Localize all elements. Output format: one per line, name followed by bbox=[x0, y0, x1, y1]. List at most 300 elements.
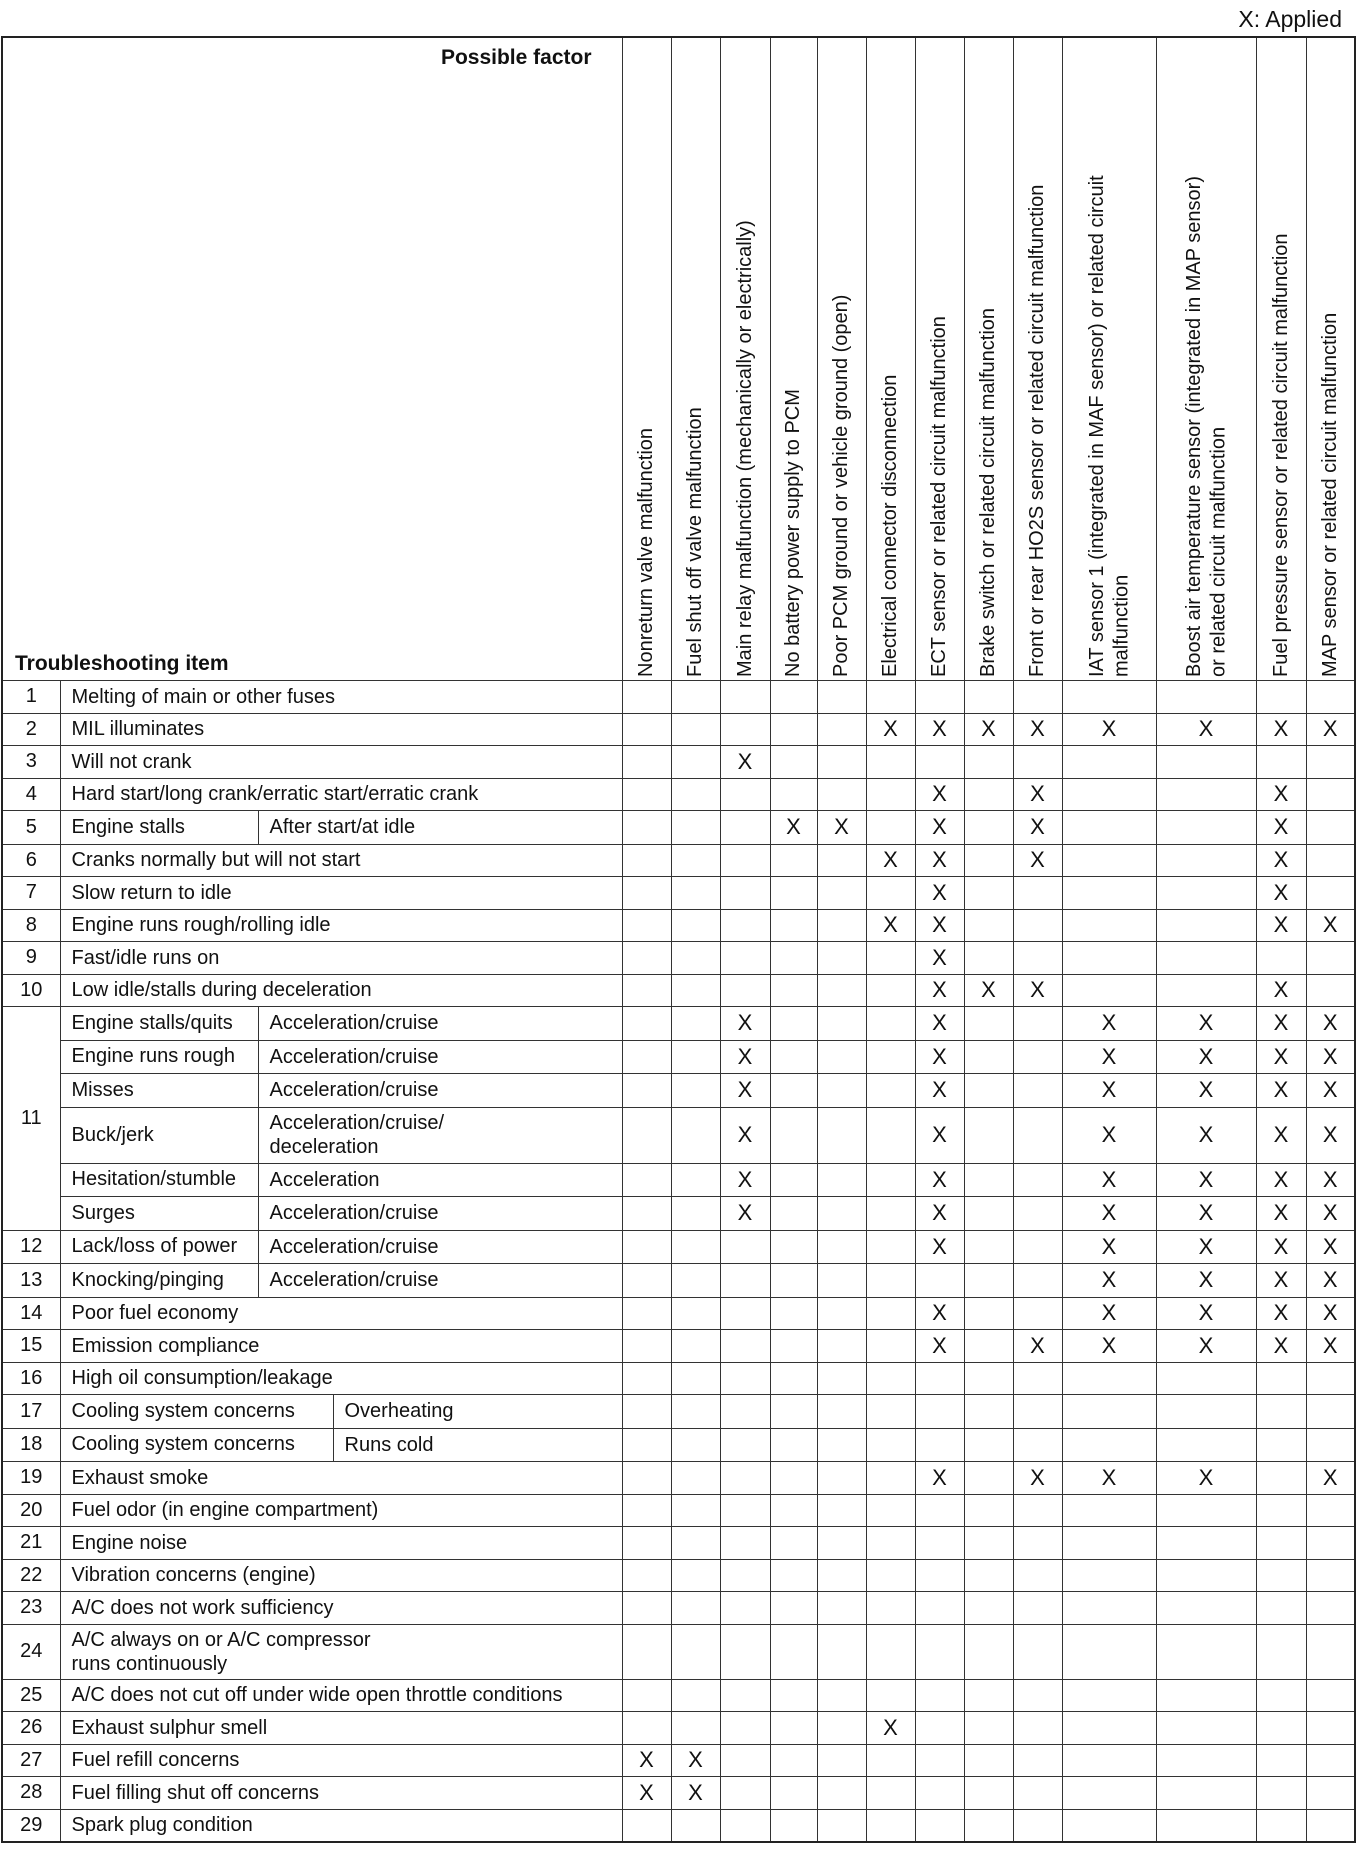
applied-mark: X bbox=[1273, 1010, 1289, 1036]
matrix-cell bbox=[1306, 1559, 1355, 1592]
troubleshooting-item: Fuel filling shut off concerns bbox=[60, 1777, 622, 1810]
matrix-cell bbox=[964, 1559, 1013, 1592]
matrix-cell bbox=[1156, 1395, 1256, 1429]
factor-label: Brake switch or related circuit malfunction bbox=[977, 307, 1000, 677]
applied-mark: X bbox=[1322, 1010, 1338, 1036]
applied-mark: X bbox=[737, 1077, 753, 1103]
row-label-cell bbox=[60, 1007, 622, 1041]
row-number: 2 bbox=[2, 713, 60, 746]
matrix-cell bbox=[964, 1494, 1013, 1527]
matrix-cell bbox=[671, 1330, 720, 1363]
matrix-cell bbox=[1256, 1624, 1306, 1679]
matrix-cell bbox=[1156, 1330, 1256, 1363]
matrix-cell bbox=[817, 778, 866, 811]
matrix-cell bbox=[1156, 1744, 1256, 1777]
table-row bbox=[2, 1395, 1355, 1429]
matrix-cell bbox=[770, 1395, 817, 1429]
row-number: 25 bbox=[2, 1679, 60, 1712]
matrix-cell bbox=[671, 778, 720, 811]
matrix-cell bbox=[1256, 1712, 1306, 1745]
matrix-cell bbox=[866, 1395, 915, 1429]
condition: Acceleration/cruise bbox=[258, 1007, 439, 1040]
applied-mark: X bbox=[932, 977, 947, 1003]
matrix-cell bbox=[770, 1107, 817, 1163]
matrix-cell bbox=[866, 1712, 915, 1745]
matrix-cell bbox=[1062, 1679, 1156, 1712]
matrix-cell bbox=[817, 1107, 866, 1163]
applied-mark: X bbox=[1198, 1332, 1214, 1358]
matrix-cell bbox=[622, 1395, 671, 1429]
matrix-cell bbox=[671, 1107, 720, 1163]
table-row bbox=[2, 909, 1355, 942]
troubleshooting-item: Will not crank bbox=[60, 746, 622, 779]
applied-mark: X bbox=[1101, 1010, 1117, 1036]
troubleshooting-item: Exhaust smoke bbox=[60, 1462, 622, 1495]
table-row bbox=[2, 746, 1355, 779]
matrix-cell bbox=[964, 1362, 1013, 1395]
matrix-cell bbox=[770, 909, 817, 942]
matrix-cell bbox=[1256, 942, 1306, 975]
matrix-cell bbox=[1062, 1007, 1156, 1041]
factor-label: Front or rear HO2S sensor or related circuit malfunction bbox=[1026, 184, 1049, 677]
condition: Acceleration/cruise/ deceleration bbox=[258, 1108, 445, 1163]
matrix-cell bbox=[866, 1592, 915, 1625]
table-row bbox=[2, 844, 1355, 877]
matrix-cell bbox=[866, 942, 915, 975]
matrix-cell bbox=[622, 1527, 671, 1560]
row-number: 23 bbox=[2, 1592, 60, 1625]
matrix-cell bbox=[671, 1428, 720, 1462]
matrix-cell bbox=[1156, 811, 1256, 845]
applied-mark: X bbox=[932, 1464, 947, 1490]
row-number: 8 bbox=[2, 909, 60, 942]
factor-label: Boost air temperature sensor (integrated in MAP sensor) or related circuit malfunction bbox=[1182, 176, 1229, 677]
matrix-cell bbox=[1156, 1197, 1256, 1231]
table-row bbox=[2, 1428, 1355, 1462]
matrix-cell bbox=[671, 1712, 720, 1745]
matrix-cell bbox=[1306, 1264, 1355, 1298]
matrix-cell bbox=[866, 1494, 915, 1527]
matrix-cell bbox=[1156, 1712, 1256, 1745]
matrix-cell bbox=[1013, 1007, 1062, 1041]
applied-mark: X bbox=[1273, 1043, 1289, 1069]
matrix-cell bbox=[622, 778, 671, 811]
matrix-cell bbox=[671, 1679, 720, 1712]
matrix-cell bbox=[1306, 1428, 1355, 1462]
applied-mark: X bbox=[737, 1122, 753, 1147]
matrix-cell bbox=[622, 974, 671, 1007]
condition: Acceleration bbox=[258, 1164, 380, 1197]
troubleshooting-item: Cooling system concerns bbox=[71, 1399, 295, 1422]
matrix-cell bbox=[1306, 746, 1355, 779]
header-row bbox=[2, 37, 1355, 681]
applied-mark: X bbox=[639, 1747, 654, 1773]
matrix-cell bbox=[915, 844, 964, 877]
matrix-cell bbox=[915, 1809, 964, 1842]
troubleshooting-item: Cranks normally but will not start bbox=[60, 844, 622, 877]
matrix-cell bbox=[671, 1624, 720, 1679]
matrix-cell bbox=[770, 877, 817, 910]
matrix-cell bbox=[964, 1777, 1013, 1810]
matrix-cell bbox=[671, 1592, 720, 1625]
matrix-cell bbox=[770, 811, 817, 845]
troubleshooting-item: Surges bbox=[71, 1201, 135, 1224]
matrix-cell bbox=[622, 811, 671, 845]
factor-label: Fuel shut off valve malfunction bbox=[684, 407, 707, 677]
matrix-cell bbox=[1156, 1592, 1256, 1625]
matrix-cell bbox=[866, 1777, 915, 1810]
matrix-cell bbox=[915, 1559, 964, 1592]
matrix-cell bbox=[866, 778, 915, 811]
troubleshooting-item: Engine stalls/quits bbox=[71, 1011, 233, 1034]
matrix-cell bbox=[915, 1624, 964, 1679]
applied-mark: X bbox=[1101, 716, 1117, 742]
matrix-cell bbox=[671, 1230, 720, 1264]
troubleshooting-item: Engine stalls bbox=[71, 815, 185, 838]
row-label-cell bbox=[60, 1395, 622, 1429]
factor-label: IAT sensor 1 (integrated in MAF sensor) or related circuit malfunction bbox=[1085, 175, 1132, 677]
matrix-cell bbox=[1306, 1679, 1355, 1712]
row-number: 28 bbox=[2, 1777, 60, 1810]
row-number: 1 bbox=[2, 681, 60, 714]
matrix-cell bbox=[720, 1679, 770, 1712]
matrix-cell bbox=[1156, 1007, 1256, 1041]
matrix-cell bbox=[1256, 1592, 1306, 1625]
matrix-cell bbox=[1306, 1527, 1355, 1560]
matrix-cell bbox=[671, 1264, 720, 1298]
matrix-cell bbox=[817, 1624, 866, 1679]
matrix-cell bbox=[770, 1462, 817, 1495]
matrix-cell bbox=[622, 1297, 671, 1330]
matrix-cell bbox=[770, 1624, 817, 1679]
condition: Acceleration/cruise bbox=[258, 1231, 439, 1264]
matrix-cell bbox=[915, 1163, 964, 1197]
matrix-cell bbox=[1306, 1777, 1355, 1810]
applied-mark: X bbox=[1030, 814, 1045, 840]
table-row bbox=[2, 1712, 1355, 1745]
matrix-cell bbox=[1256, 1074, 1306, 1108]
matrix-cell bbox=[1156, 1527, 1256, 1560]
troubleshooting-item: Melting of main or other fuses bbox=[60, 681, 622, 714]
matrix-cell bbox=[671, 942, 720, 975]
matrix-cell bbox=[866, 811, 915, 845]
applied-mark: X bbox=[932, 716, 947, 742]
factor-header bbox=[671, 37, 720, 681]
matrix-cell bbox=[1062, 1074, 1156, 1108]
condition: Acceleration/cruise bbox=[258, 1074, 439, 1107]
applied-mark: X bbox=[1198, 1233, 1214, 1259]
matrix-cell bbox=[866, 1007, 915, 1041]
matrix-cell bbox=[866, 1809, 915, 1842]
table-row bbox=[2, 1007, 1355, 1041]
applied-mark: X bbox=[1198, 1464, 1214, 1490]
applied-mark: X bbox=[981, 716, 996, 742]
matrix-cell bbox=[817, 1264, 866, 1298]
matrix-cell bbox=[622, 1777, 671, 1810]
matrix-cell bbox=[1306, 1494, 1355, 1527]
matrix-cell bbox=[1062, 1197, 1156, 1231]
matrix-cell bbox=[671, 811, 720, 845]
matrix-cell bbox=[915, 1712, 964, 1745]
matrix-cell bbox=[770, 1074, 817, 1108]
matrix-cell bbox=[1306, 844, 1355, 877]
table-row bbox=[2, 1197, 1355, 1231]
matrix-cell bbox=[720, 1559, 770, 1592]
matrix-cell bbox=[1156, 713, 1256, 746]
matrix-cell bbox=[915, 1428, 964, 1462]
matrix-cell bbox=[817, 1809, 866, 1842]
matrix-cell bbox=[1013, 1040, 1062, 1074]
matrix-cell bbox=[770, 1744, 817, 1777]
matrix-cell bbox=[720, 713, 770, 746]
matrix-cell bbox=[817, 909, 866, 942]
factor-label: Electrical connector disconnection bbox=[879, 374, 902, 677]
matrix-cell bbox=[720, 1624, 770, 1679]
matrix-cell bbox=[1256, 1040, 1306, 1074]
applied-mark: X bbox=[1322, 1267, 1338, 1293]
matrix-cell bbox=[1013, 1395, 1062, 1429]
matrix-cell bbox=[1306, 1712, 1355, 1745]
matrix-cell bbox=[915, 974, 964, 1007]
matrix-cell bbox=[817, 1395, 866, 1429]
factor-header bbox=[622, 37, 671, 681]
matrix-cell bbox=[915, 909, 964, 942]
matrix-cell bbox=[671, 844, 720, 877]
matrix-cell bbox=[720, 1230, 770, 1264]
matrix-cell bbox=[1306, 1592, 1355, 1625]
matrix-cell bbox=[720, 1163, 770, 1197]
row-number: 16 bbox=[2, 1362, 60, 1395]
applied-mark: X bbox=[1322, 1122, 1338, 1147]
matrix-cell bbox=[1306, 974, 1355, 1007]
matrix-cell bbox=[1013, 1494, 1062, 1527]
matrix-cell bbox=[1156, 1777, 1256, 1810]
matrix-cell bbox=[964, 1395, 1013, 1429]
matrix-cell bbox=[770, 1230, 817, 1264]
matrix-cell bbox=[817, 1712, 866, 1745]
applied-mark: X bbox=[1198, 1300, 1214, 1326]
matrix-cell bbox=[1306, 713, 1355, 746]
matrix-cell bbox=[964, 877, 1013, 910]
factor-header bbox=[964, 37, 1013, 681]
matrix-cell bbox=[1013, 1744, 1062, 1777]
matrix-cell bbox=[817, 1559, 866, 1592]
matrix-cell bbox=[1062, 1559, 1156, 1592]
matrix-cell bbox=[1062, 681, 1156, 714]
applied-mark: X bbox=[1101, 1077, 1117, 1103]
applied-mark: X bbox=[1101, 1043, 1117, 1069]
matrix-cell bbox=[770, 1494, 817, 1527]
row-number: 3 bbox=[2, 746, 60, 779]
matrix-cell bbox=[1062, 877, 1156, 910]
table-row bbox=[2, 681, 1355, 714]
matrix-cell bbox=[964, 909, 1013, 942]
matrix-cell bbox=[1256, 1527, 1306, 1560]
matrix-cell bbox=[770, 778, 817, 811]
matrix-cell bbox=[671, 1007, 720, 1041]
matrix-cell bbox=[866, 1330, 915, 1363]
matrix-cell bbox=[817, 844, 866, 877]
matrix-cell bbox=[915, 1462, 964, 1495]
matrix-cell bbox=[915, 713, 964, 746]
matrix-cell bbox=[1156, 942, 1256, 975]
applied-mark: X bbox=[1273, 1267, 1289, 1293]
matrix-cell bbox=[1013, 1809, 1062, 1842]
factor-header bbox=[1013, 37, 1062, 681]
applied-mark: X bbox=[932, 1300, 947, 1326]
matrix-cell bbox=[866, 1163, 915, 1197]
matrix-cell bbox=[622, 909, 671, 942]
applied-mark: X bbox=[1322, 1233, 1338, 1259]
applied-mark: X bbox=[1322, 912, 1338, 938]
applied-mark: X bbox=[1273, 977, 1289, 1003]
matrix-cell bbox=[770, 1264, 817, 1298]
matrix-cell bbox=[1156, 681, 1256, 714]
matrix-cell bbox=[1306, 1230, 1355, 1264]
matrix-cell bbox=[964, 1592, 1013, 1625]
matrix-cell bbox=[1156, 1809, 1256, 1842]
matrix-cell bbox=[1306, 811, 1355, 845]
matrix-cell bbox=[720, 811, 770, 845]
matrix-cell bbox=[720, 942, 770, 975]
matrix-cell bbox=[770, 1297, 817, 1330]
applied-mark: X bbox=[932, 1233, 947, 1259]
matrix-cell bbox=[915, 942, 964, 975]
matrix-cell bbox=[1062, 1744, 1156, 1777]
matrix-cell bbox=[622, 844, 671, 877]
matrix-cell bbox=[866, 1107, 915, 1163]
troubleshooting-item: Engine runs rough/rolling idle bbox=[60, 909, 622, 942]
matrix-cell bbox=[1306, 1040, 1355, 1074]
matrix-cell bbox=[964, 681, 1013, 714]
matrix-cell bbox=[720, 1494, 770, 1527]
matrix-cell bbox=[720, 1330, 770, 1363]
matrix-cell bbox=[866, 1428, 915, 1462]
matrix-cell bbox=[720, 974, 770, 1007]
applied-mark: X bbox=[1322, 1332, 1338, 1358]
matrix-cell bbox=[622, 1040, 671, 1074]
matrix-cell bbox=[622, 1107, 671, 1163]
matrix-cell bbox=[1256, 1230, 1306, 1264]
matrix-cell bbox=[1256, 778, 1306, 811]
matrix-cell bbox=[671, 1197, 720, 1231]
row-label-cell bbox=[60, 1040, 622, 1074]
matrix-cell bbox=[866, 713, 915, 746]
matrix-cell bbox=[1256, 844, 1306, 877]
matrix-cell bbox=[720, 1264, 770, 1298]
row-label-cell bbox=[60, 811, 622, 845]
matrix-cell bbox=[1156, 1362, 1256, 1395]
applied-mark: X bbox=[932, 912, 947, 938]
matrix-cell bbox=[817, 1163, 866, 1197]
troubleshooting-item: Slow return to idle bbox=[60, 877, 622, 910]
matrix-cell bbox=[866, 1527, 915, 1560]
troubleshooting-item: High oil consumption/leakage bbox=[60, 1362, 622, 1395]
matrix-cell bbox=[964, 1197, 1013, 1231]
matrix-cell bbox=[770, 1007, 817, 1041]
applied-mark: X bbox=[737, 1010, 753, 1036]
matrix-cell bbox=[1156, 1163, 1256, 1197]
matrix-cell bbox=[1062, 1264, 1156, 1298]
matrix-cell bbox=[1256, 1330, 1306, 1363]
matrix-cell bbox=[1062, 1809, 1156, 1842]
matrix-cell bbox=[622, 1330, 671, 1363]
matrix-cell bbox=[1013, 1462, 1062, 1495]
matrix-cell bbox=[817, 877, 866, 910]
matrix-cell bbox=[964, 1527, 1013, 1560]
matrix-cell bbox=[866, 681, 915, 714]
matrix-cell bbox=[1062, 1462, 1156, 1495]
table-row bbox=[2, 1297, 1355, 1330]
matrix-cell bbox=[866, 1679, 915, 1712]
matrix-cell bbox=[671, 1362, 720, 1395]
table-row bbox=[2, 1679, 1355, 1712]
applied-mark: X bbox=[1273, 1300, 1289, 1326]
matrix-cell bbox=[915, 1230, 964, 1264]
matrix-cell bbox=[1256, 1777, 1306, 1810]
matrix-cell bbox=[817, 1494, 866, 1527]
matrix-cell bbox=[915, 1297, 964, 1330]
matrix-cell bbox=[622, 1264, 671, 1298]
matrix-cell bbox=[866, 1559, 915, 1592]
matrix-cell bbox=[671, 1297, 720, 1330]
table-row bbox=[2, 1777, 1355, 1810]
matrix-cell bbox=[915, 1744, 964, 1777]
factor-label: No battery power supply to PCM bbox=[782, 389, 805, 677]
table-row bbox=[2, 1264, 1355, 1298]
matrix-cell bbox=[817, 1007, 866, 1041]
matrix-cell bbox=[1156, 1494, 1256, 1527]
troubleshooting-item: A/C always on or A/C compressor runs continuously bbox=[60, 1624, 622, 1679]
matrix-cell bbox=[1306, 1297, 1355, 1330]
matrix-cell bbox=[964, 1297, 1013, 1330]
condition: Acceleration/cruise bbox=[258, 1197, 439, 1230]
applied-mark: X bbox=[932, 1166, 947, 1192]
factor-label: MAP sensor or related circuit malfunction bbox=[1319, 312, 1342, 677]
matrix-cell bbox=[964, 1007, 1013, 1041]
matrix-cell bbox=[1306, 942, 1355, 975]
matrix-cell bbox=[1156, 844, 1256, 877]
applied-mark: X bbox=[932, 847, 947, 873]
applied-mark: X bbox=[932, 1043, 947, 1069]
troubleshooting-item: Fast/idle runs on bbox=[60, 942, 622, 975]
matrix-cell bbox=[915, 1107, 964, 1163]
matrix-cell bbox=[1013, 942, 1062, 975]
matrix-cell bbox=[1013, 1163, 1062, 1197]
matrix-cell bbox=[1256, 1197, 1306, 1231]
matrix-cell bbox=[720, 681, 770, 714]
applied-mark: X bbox=[1101, 1464, 1117, 1490]
matrix-cell bbox=[720, 778, 770, 811]
condition: Acceleration/cruise bbox=[258, 1041, 439, 1074]
applied-mark: X bbox=[688, 1747, 703, 1773]
matrix-cell bbox=[622, 713, 671, 746]
matrix-cell bbox=[1306, 1007, 1355, 1041]
row-label-cell bbox=[60, 1163, 622, 1197]
matrix-cell bbox=[817, 1592, 866, 1625]
matrix-cell bbox=[1156, 1624, 1256, 1679]
matrix-cell bbox=[1062, 1362, 1156, 1395]
matrix-cell bbox=[622, 1197, 671, 1231]
matrix-cell bbox=[1013, 1330, 1062, 1363]
matrix-cell bbox=[671, 1744, 720, 1777]
matrix-cell bbox=[622, 1809, 671, 1842]
matrix-cell bbox=[964, 1428, 1013, 1462]
matrix-cell bbox=[1306, 1809, 1355, 1842]
matrix-cell bbox=[866, 1362, 915, 1395]
matrix-cell bbox=[671, 1809, 720, 1842]
troubleshooting-item: MIL illuminates bbox=[60, 713, 622, 746]
